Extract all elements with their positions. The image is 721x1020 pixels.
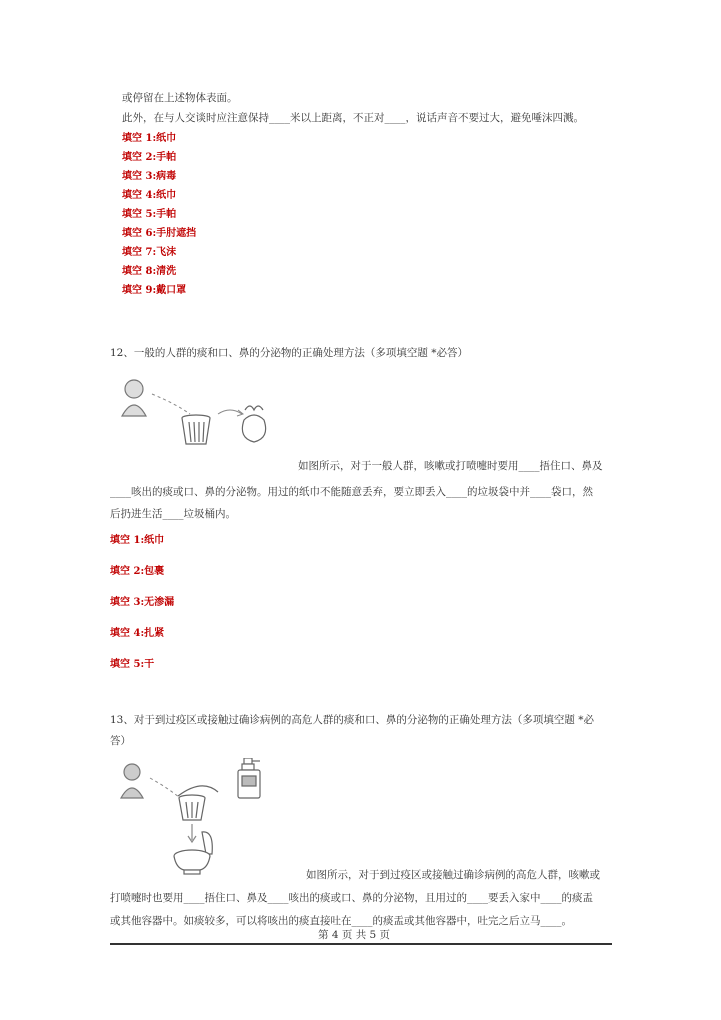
q13-title-line-2: 答）	[110, 735, 131, 747]
q12-body-line-3: 后扔进生活____垃圾桶内。	[110, 508, 236, 520]
q13-body-line-3: 或其他容器中。如痰较多，可以将咳出的痰直接吐在____的痰盂或其他容器中，吐完之后立马____。	[110, 915, 572, 927]
answer-item: 填空 4:扎紧	[110, 628, 165, 639]
q13-body-line-2: 打喷嚏时也要用____捂住口、鼻及____咳出的痰或口、鼻的分泌物，且用过的____要丢入家中____的痰盂	[110, 892, 593, 904]
answer-item: 填空 9:戴口罩	[122, 285, 187, 296]
answer-item: 填空 2:手帕	[122, 152, 177, 163]
answer-item: 填空 3:无渗漏	[110, 597, 175, 608]
page-number: 第 4 页 共 5 页	[318, 929, 391, 941]
footer-divider	[110, 943, 612, 945]
q12-figure-illustration	[118, 372, 283, 468]
intro-line-1: 或停留在上述物体表面。	[122, 92, 238, 104]
answer-item: 填空 3:病毒	[122, 171, 177, 182]
q13-title-line-1: 13、对于到过疫区或接触过确诊病例的高危人群的痰和口、鼻的分泌物的正确处理方法（多项填空题 *必	[110, 714, 594, 726]
answer-item: 填空 1:纸巾	[110, 535, 165, 546]
q12-body-line-1: 如图所示，对于一般人群，咳嗽或打喷嚏时要用____捂住口、鼻及	[298, 460, 603, 472]
trash-can-icon	[182, 415, 210, 444]
q12-body-line-2: ____咳出的痰或口、鼻的分泌物。用过的纸巾不能随意丢弃，要立即丢入____的垃圾袋中并____袋口，然	[110, 486, 593, 498]
intro-line-2: 此外，在与人交谈时应注意保持____米以上距离，不正对____，说话声音不要过大，避免唾沫四溅。	[122, 112, 584, 124]
answer-item: 填空 1:纸巾	[122, 133, 177, 144]
answer-item: 填空 2:包裹	[110, 566, 165, 577]
answer-item: 填空 6:手肘遮挡	[122, 228, 197, 239]
answer-item: 填空 7:飞沫	[122, 247, 177, 258]
answer-item: 填空 8:清洗	[122, 266, 177, 277]
answer-item: 填空 5:干	[110, 659, 155, 670]
q13-figure-illustration	[118, 758, 278, 876]
answer-item: 填空 4:纸巾	[122, 190, 177, 201]
answer-item: 填空 5:手帕	[122, 209, 177, 220]
q13-body-line-1: 如图所示，对于到过疫区或接触过确诊病例的高危人群，咳嗽或	[306, 869, 600, 881]
q12-title: 12、一般的人群的痰和口、鼻的分泌物的正确处理方法（多项填空题 *必答）	[110, 347, 468, 359]
